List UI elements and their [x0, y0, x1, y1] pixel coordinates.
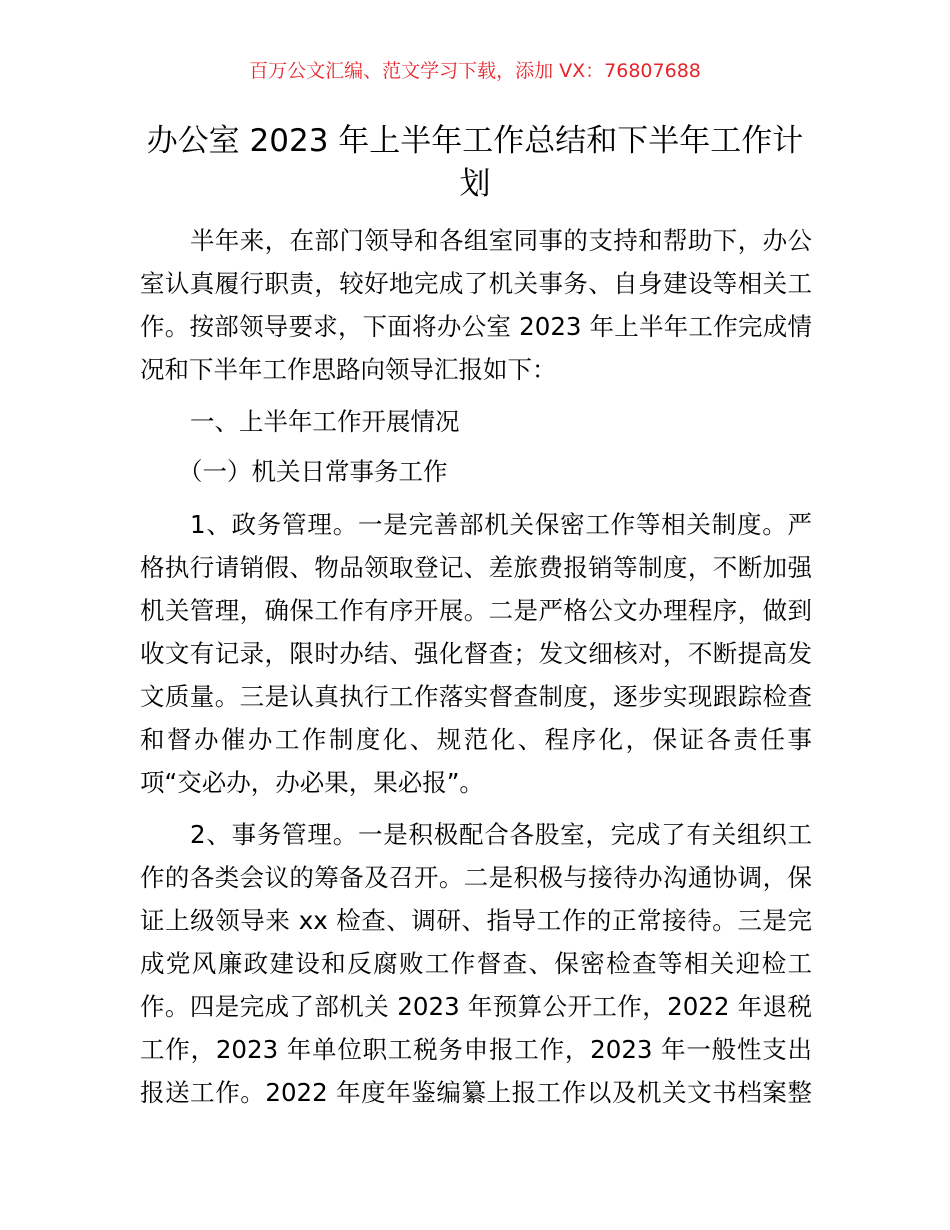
section-heading: 一、上半年工作开展情况	[190, 407, 460, 436]
text-line: 作。四是完成了部机关 2023 年预算公开工作，2022 年退税	[140, 992, 812, 1021]
text-line: 作的各类会议的筹备及召开。二是积极与接待办沟通协调，保	[140, 863, 812, 892]
text-line: 1、政务管理。一是完善部机关保密工作等相关制度。严	[190, 510, 812, 539]
document-title-line-2: 划	[459, 166, 491, 202]
text-line: 况和下半年工作思路向领导汇报如下：	[140, 355, 557, 384]
document-title-line-1: 办公室 2023 年上半年工作总结和下半年工作计	[146, 123, 804, 159]
watermark-banner: 百万公文汇编、范文学习下载，添加 VX：76807688	[249, 60, 701, 82]
text-line: 成党风廉政建设和反腐败工作督查、保密检查等相关迎检工	[140, 949, 812, 978]
text-line: 报送工作。2022 年度年鉴编纂上报工作以及机关文书档案整	[140, 1078, 812, 1107]
text-line: 半年来，在部门领导和各组室同事的支持和帮助下，办公	[190, 226, 812, 255]
text-line: 室认真履行职责，较好地完成了机关事务、自身建设等相关工	[140, 269, 812, 298]
text-line: 工作，2023 年单位职工税务申报工作，2023 年一般性支出	[140, 1035, 812, 1064]
text-line: 机关管理，确保工作有序开展。二是严格公文办理程序，做到	[140, 596, 812, 625]
text-line: 2、事务管理。一是积极配合各股室，完成了有关组织工	[190, 820, 812, 849]
text-line: 证上级领导来 xx 检查、调研、指导工作的正常接待。三是完	[140, 906, 812, 935]
text-line: 项“交必办，办必果，果必报”。	[140, 768, 484, 797]
text-line: 和督办催办工作制度化、规范化、程序化，保证各责任事	[140, 725, 812, 754]
text-line: 收文有记录，限时办结、强化督查；发文细核对，不断提高发	[140, 639, 812, 668]
text-line: 文质量。三是认真执行工作落实督查制度，逐步实现跟踪检查	[140, 682, 812, 711]
text-line: 作。按部领导要求，下面将办公室 2023 年上半年工作完成情	[140, 312, 812, 341]
subsection-heading: （一）机关日常事务工作	[178, 457, 448, 486]
text-line: 格执行请销假、物品领取登记、差旅费报销等制度，不断加强	[140, 553, 812, 582]
